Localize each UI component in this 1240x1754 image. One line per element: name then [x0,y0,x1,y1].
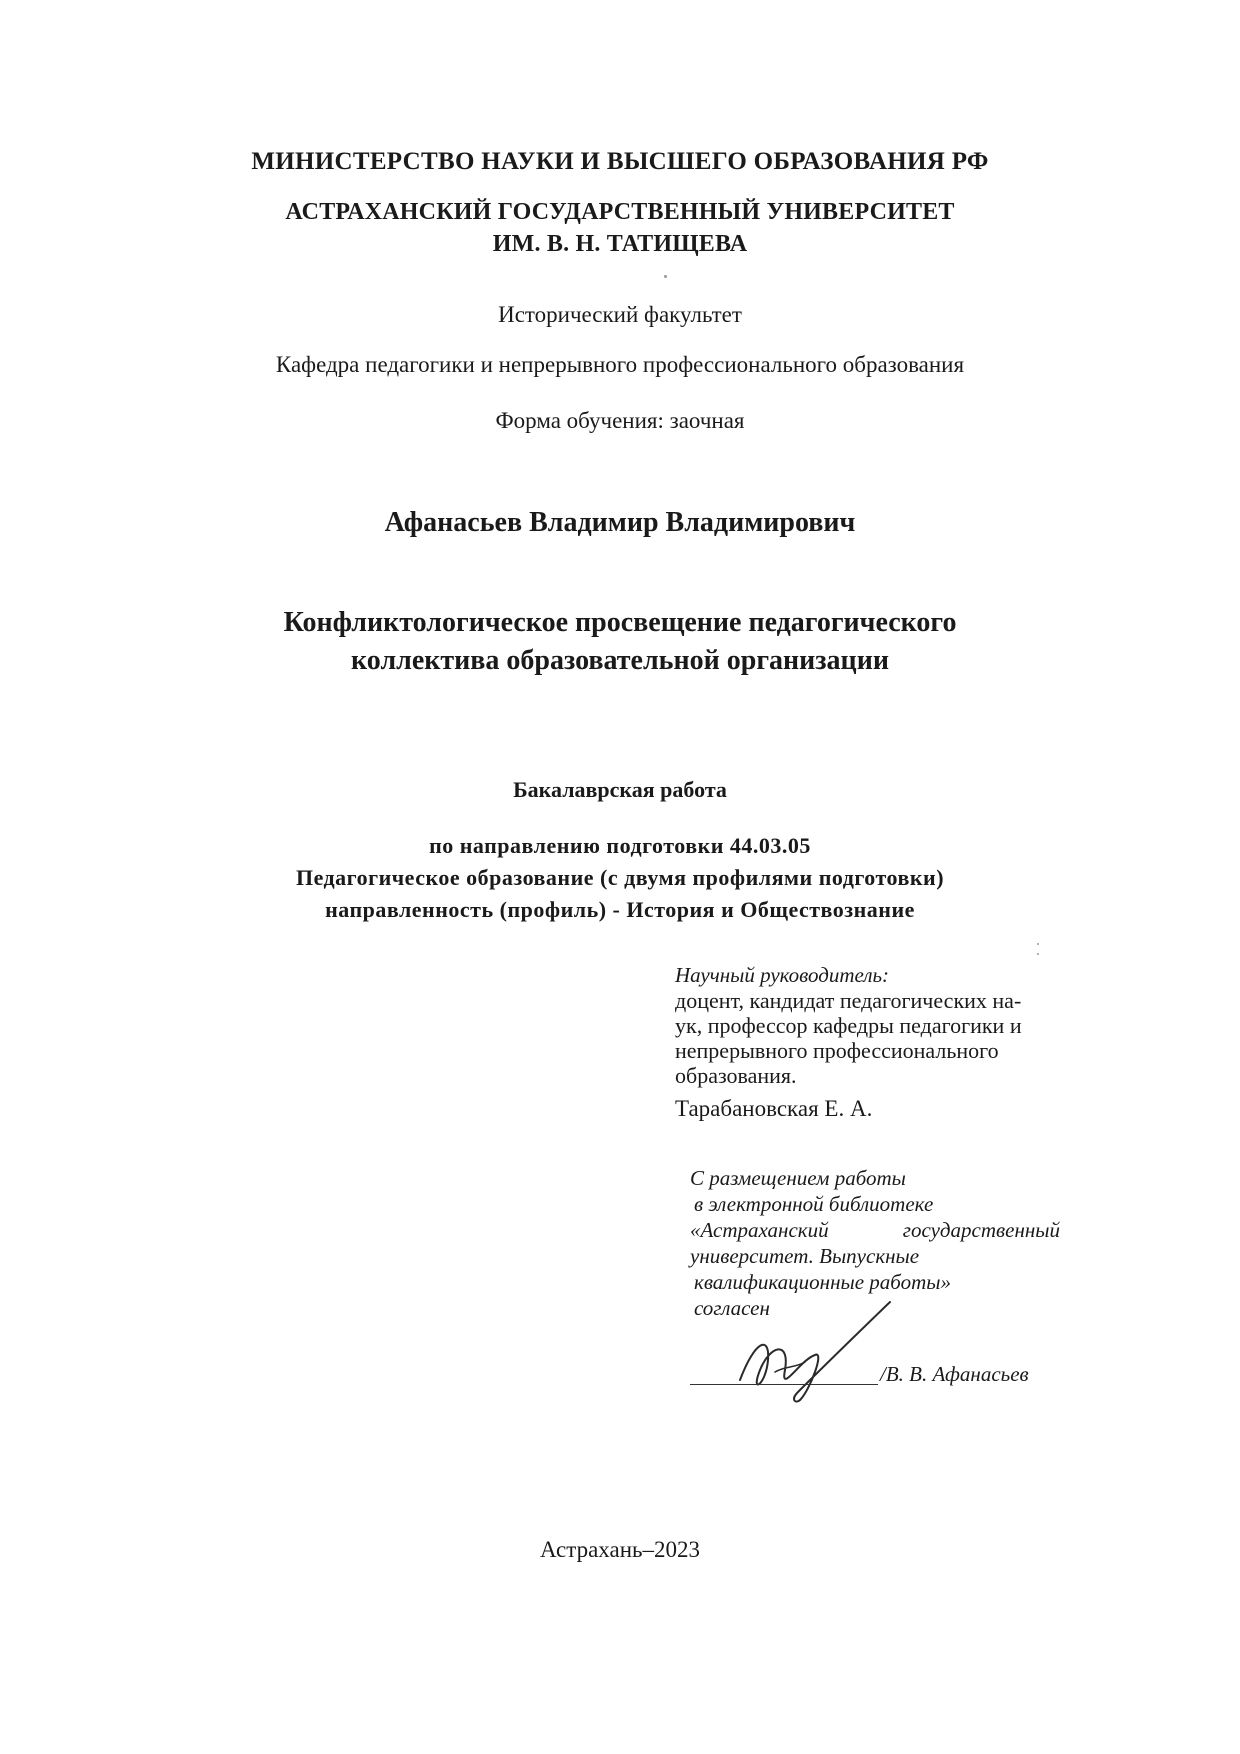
consent-line: университет. Выпускные [690,1244,920,1268]
consent-line: в электронной библиотеке [694,1192,934,1216]
supervisor-title-line: непрерывного профессионального [675,1038,999,1063]
thesis-title-line: Конфликтологическое просвещение педагогического [283,607,957,638]
city-year: Астрахань–2023 [540,1537,700,1562]
student-name: Афанасьев Владимир Владимирович [384,507,856,538]
direction-name: Педагогическое образование (с двумя профилями подготовки) [295,865,945,890]
university-named-after: ИМ. В. Н. ТАТИЩЕВА [492,231,748,257]
work-type: Бакалаврская работа [513,777,727,802]
supervisor-label: Научный руководитель: [675,963,890,987]
signature-row [690,1356,1110,1396]
thesis-title-line: коллектива образовательной организации [351,645,889,676]
thesis-title [0,604,1240,680]
library-consent-block [690,1165,1060,1321]
consent-word: государственный [902,1218,1060,1242]
signature-name: /В. В. Афанасьев [880,1362,1029,1386]
scan-speck [664,275,667,278]
university-name: АСТРАХАНСКИЙ ГОСУДАРСТВЕННЫЙ УНИВЕРСИТЕТ [285,199,955,225]
consent-word: «Астраханский [690,1218,829,1242]
consent-line [690,1217,1060,1243]
scan-speck [1037,953,1039,955]
supervisor-title-line: ук, профессор кафедры педагогики и [675,1013,1022,1038]
study-direction [0,830,1240,926]
consent-line: согласен [694,1296,770,1320]
scan-speck [1037,943,1039,945]
supervisor-name: Тарабановская Е. А. [675,1096,873,1121]
department-name: Кафедра педагогики и непрерывного профессионального образования [275,352,965,377]
supervisor-title-line: доцент, кандидат педагогических на- [675,988,1022,1013]
direction-profile: направленность (профиль) - История и Обществознание [325,897,915,922]
consent-line: квалификационные работы» [694,1270,951,1294]
consent-line: С размещением работы [690,1166,906,1190]
supervisor-title-line: образования. [675,1063,797,1088]
university-heading [0,196,1240,260]
ministry-heading: МИНИСТЕРСТВО НАУКИ И ВЫСШЕГО ОБРАЗОВАНИЯ РФ [251,148,989,175]
faculty-name: Исторический факультет [498,302,742,327]
study-form: Форма обучения: заочная [495,408,745,433]
supervisor-block [675,963,1075,1121]
signature-line [690,1384,878,1385]
direction-code: по направлению подготовки 44.03.05 [429,833,811,858]
